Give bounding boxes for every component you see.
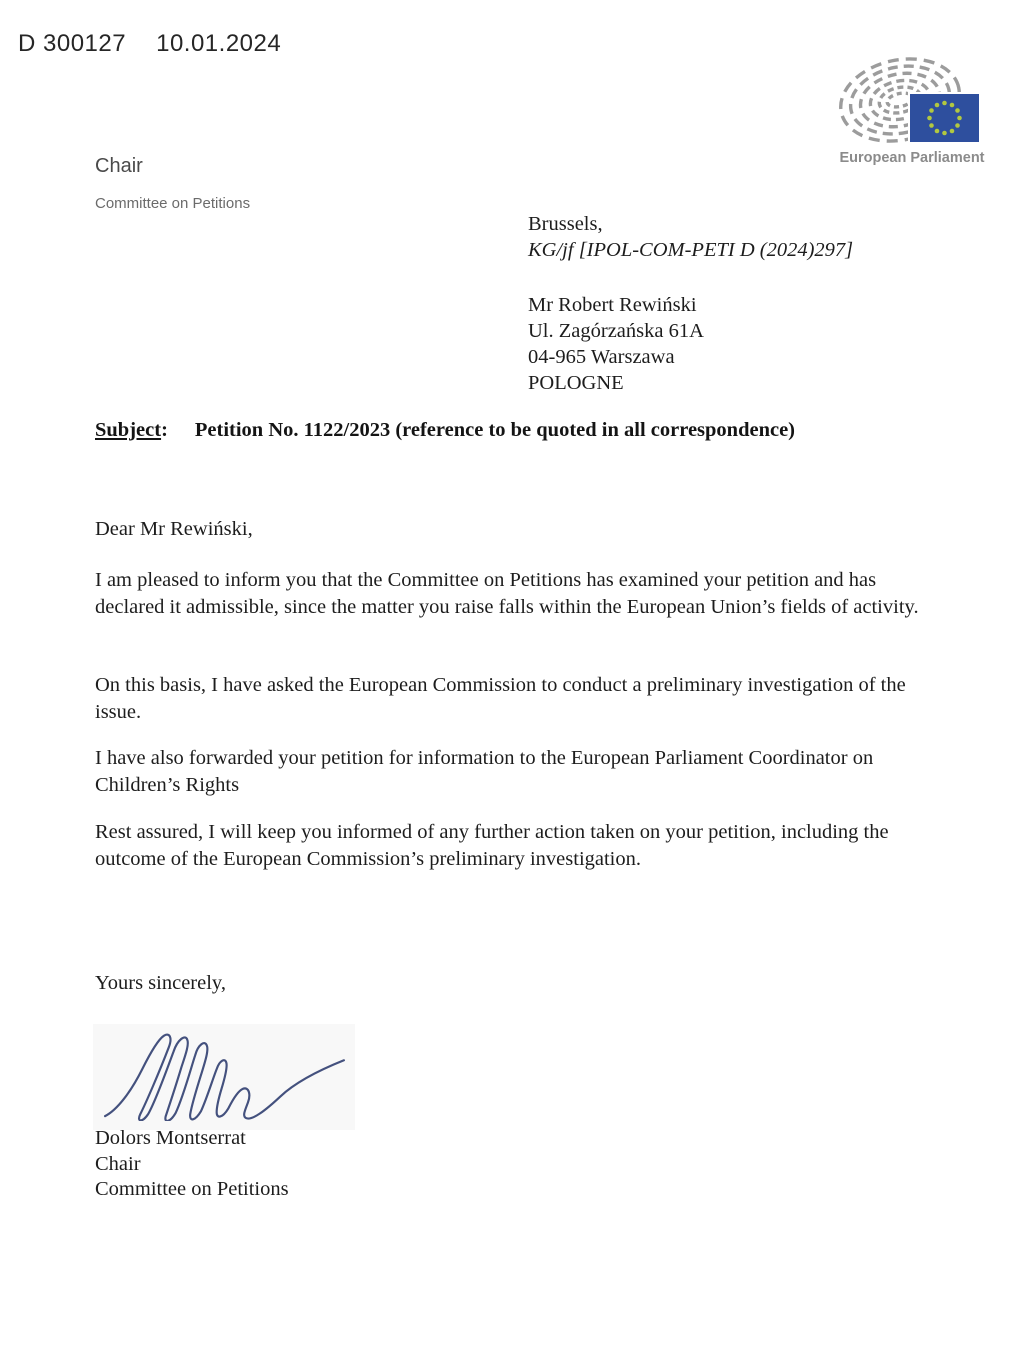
- sender-block: [95, 155, 250, 212]
- signer-committee: Committee on Petitions: [95, 1178, 289, 1201]
- body-paragraph: On this basis, I have asked the European Commission to conduct a preliminary investigation of the issue.: [95, 674, 906, 723]
- hemicycle-icon: [836, 56, 988, 148]
- signer-block: [95, 1126, 289, 1203]
- subject-text: Petition No. 1122/2023 (reference to be quoted in all correspondence): [194, 419, 796, 441]
- body-paragraph: I am pleased to inform you that the Committee on Petitions has examined your petition and has declared it admissible, since the matter you raise falls within the European Union’s fields of activity.: [95, 569, 919, 618]
- signer-title: Chair: [95, 1152, 141, 1175]
- european-parliament-logo: [836, 56, 988, 166]
- document-number: D 300127: [18, 30, 127, 57]
- document-header: [18, 30, 281, 58]
- logo-org-name: European Parliament: [839, 150, 985, 166]
- subject-label: Subject: [95, 419, 162, 441]
- recipient-city: 04-965 Warszawa: [528, 346, 675, 368]
- place-line: Brussels,: [528, 213, 603, 235]
- salutation: Dear Mr Rewiński,: [95, 518, 253, 540]
- subject-line: [95, 419, 795, 442]
- closing-salutation: Yours sincerely,: [95, 972, 226, 994]
- recipient-country: POLOGNE: [528, 372, 624, 394]
- eu-flag-icon: [909, 93, 980, 143]
- body-paragraph: I have also forwarded your petition for information to the European Parliament Coordinator on Children’s Rights: [95, 747, 874, 796]
- sender-committee: Committee on Petitions: [95, 195, 251, 212]
- recipient-name: Mr Robert Rewiński: [528, 294, 697, 316]
- recipient-street: Ul. Zagórzańska 61A: [528, 320, 704, 342]
- sender-title: Chair: [95, 155, 143, 177]
- reference-line: KG/jf [IPOL-COM-PETI D (2024)297]: [528, 239, 854, 261]
- reference-block: [528, 211, 853, 263]
- document-date: 10.01.2024: [156, 30, 282, 57]
- body-paragraph: Rest assured, I will keep you informed of any further action taken on your petition, including the outcome of the European Commission’s preliminary investigation.: [95, 821, 889, 870]
- recipient-address: [528, 292, 704, 396]
- handwritten-signature: [93, 1024, 355, 1130]
- signer-name: Dolors Montserrat: [95, 1127, 246, 1149]
- signature-ink-icon: [99, 1028, 349, 1121]
- subject-colon: :: [161, 419, 168, 441]
